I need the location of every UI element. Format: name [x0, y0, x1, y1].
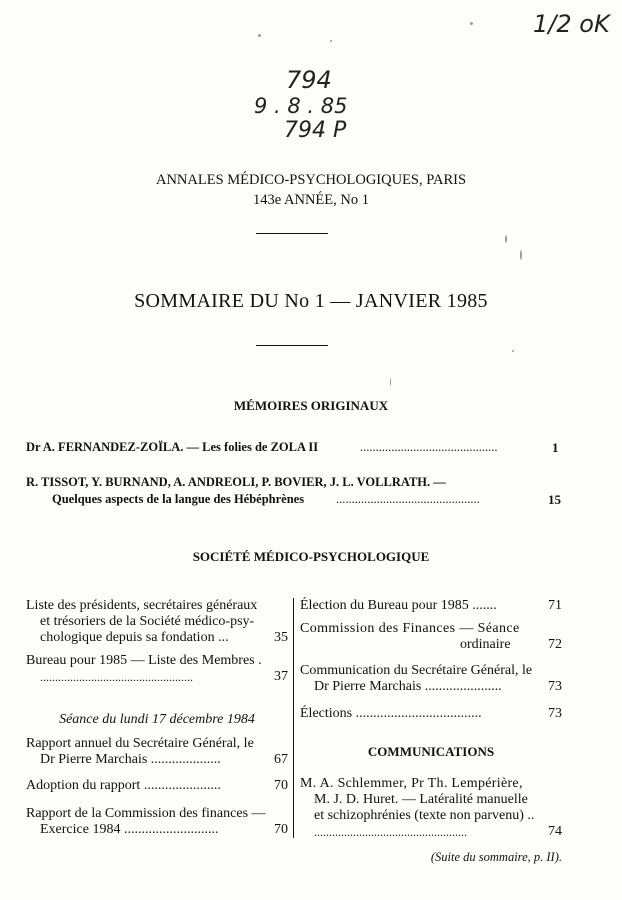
toc-entry-bureau — [26, 653, 288, 685]
handwritten-call-number: 794 — [286, 66, 332, 94]
entry-line-with-page — [26, 752, 288, 768]
entry-line: Élections .................................... — [300, 706, 482, 721]
toc-page: 67 — [274, 752, 288, 767]
entry-line-with-page — [300, 824, 562, 840]
handwritten-corner-note: 1/2 oK — [533, 10, 610, 38]
entry-line: Rapport annuel du Secrétaire Général, le — [26, 736, 254, 751]
toc-dots: .............................................. — [336, 492, 480, 506]
column-divider — [293, 598, 294, 838]
entry-line: et trésoriers de la Société médico-psy- — [40, 614, 255, 629]
scan-speck — [505, 235, 507, 243]
scan-speck — [512, 350, 514, 352]
issue-title: SOMMAIRE DU No 1 — JANVIER 1985 — [134, 290, 488, 312]
entry-line-with-page — [26, 669, 288, 685]
handwritten-call-number-p: 794 P — [284, 118, 347, 143]
entry-line-with-page — [26, 630, 288, 646]
entry-line: Communication du Secrétaire Général, le — [300, 663, 533, 678]
toc-entry-tissot-title: Quelques aspects de la langue des Hébéphrènes — [52, 492, 305, 506]
toc-entry-liste — [26, 598, 288, 646]
toc-entry-elections — [300, 706, 562, 722]
toc-entry-commission — [26, 806, 288, 838]
entry-line-with-page — [300, 637, 562, 653]
toc-dots: ............................................ — [360, 440, 498, 454]
toc-page: 70 — [274, 822, 288, 837]
toc-page: 37 — [274, 669, 288, 684]
entry-line: Élection du Bureau pour 1985 ....... — [300, 598, 497, 613]
toc-page: 15 — [548, 492, 561, 507]
toc-entry-finances — [300, 621, 562, 653]
entry-line: Adoption du rapport ...................... — [26, 778, 221, 793]
toc-entry-tissot-authors: R. TISSOT, Y. BURNAND, A. ANDREOLI, P. BOVIER, J. L. VOLLRATH. — — [26, 475, 446, 489]
toc-page: 70 — [274, 778, 288, 793]
toc-page: 73 — [548, 679, 562, 694]
toc-entry-communication — [300, 663, 562, 695]
toc-page: 73 — [548, 706, 562, 721]
entry-line-with-page — [300, 679, 562, 695]
suite-note: (Suite du sommaire, p. II). — [430, 850, 562, 864]
entry-line: et schizophrénies (texte non parvenu) .. — [314, 808, 535, 823]
section-heading-memoires: MÉMOIRES ORIGINAUX — [233, 398, 389, 413]
entry-line: Dr Pierre Marchais .................... — [40, 752, 221, 767]
toc-entry-fernandez — [26, 440, 318, 455]
toc-entry-election — [300, 598, 562, 614]
entry-line: Exercice 1984 ........................... — [40, 822, 219, 837]
section-heading-societe: SOCIÉTÉ MÉDICO-PSYCHOLOGIQUE — [192, 549, 430, 564]
toc-dots: ................................................... — [314, 825, 467, 839]
entry-line: Bureau pour 1985 — Liste des Membres . — [26, 653, 262, 668]
entry-line: Rapport de la Commission des finances — — [26, 806, 266, 821]
toc-entry-adoption — [26, 778, 288, 794]
entry-line: M. J. D. Huret. — Latéralité manuelle — [314, 792, 528, 807]
entry-line-with-page — [26, 822, 288, 838]
toc-entry-text: Dr A. FERNANDEZ-ZOÏLA. — Les folies de ZOLA II — [26, 440, 319, 454]
seance-heading: Séance du lundi 17 décembre 1984 — [59, 712, 255, 727]
entry-line-with-page — [26, 778, 288, 794]
entry-line-with-page — [300, 598, 562, 614]
scan-speck — [520, 250, 522, 260]
toc-dots: ................................................... — [40, 670, 193, 684]
toc-page: 35 — [274, 630, 288, 645]
entry-line: ordinaire — [460, 637, 511, 652]
entry-line-with-page — [300, 706, 562, 722]
divider — [256, 233, 328, 234]
entry-line: M. A. Schlemmer, Pr Th. Lempérière, — [300, 776, 523, 791]
toc-entry-rapport — [26, 736, 288, 768]
toc-page: 72 — [548, 637, 562, 652]
toc-page: 1 — [552, 440, 559, 455]
scan-speck — [330, 40, 332, 42]
entry-line: Commission des Finances — Séance — [300, 621, 520, 636]
journal-year: 143e ANNÉE, No 1 — [253, 192, 369, 208]
toc-page: 74 — [548, 824, 562, 839]
scan-speck — [390, 378, 391, 386]
toc-page: 71 — [548, 598, 562, 613]
entry-line: Dr Pierre Marchais ...................... — [314, 679, 502, 694]
toc-entry-schlemmer — [300, 776, 562, 840]
journal-title: ANNALES MÉDICO-PSYCHOLOGIQUES, PARIS — [155, 172, 467, 188]
handwritten-date: 9 . 8 . 85 — [254, 94, 348, 118]
entry-line: Liste des présidents, secrétaires généraux — [26, 598, 258, 613]
divider — [256, 345, 328, 346]
entry-line: chologique depuis sa fondation ... — [40, 630, 229, 645]
scan-speck — [258, 34, 261, 37]
scan-speck — [470, 22, 473, 25]
communications-heading: COMMUNICATIONS — [367, 744, 495, 759]
